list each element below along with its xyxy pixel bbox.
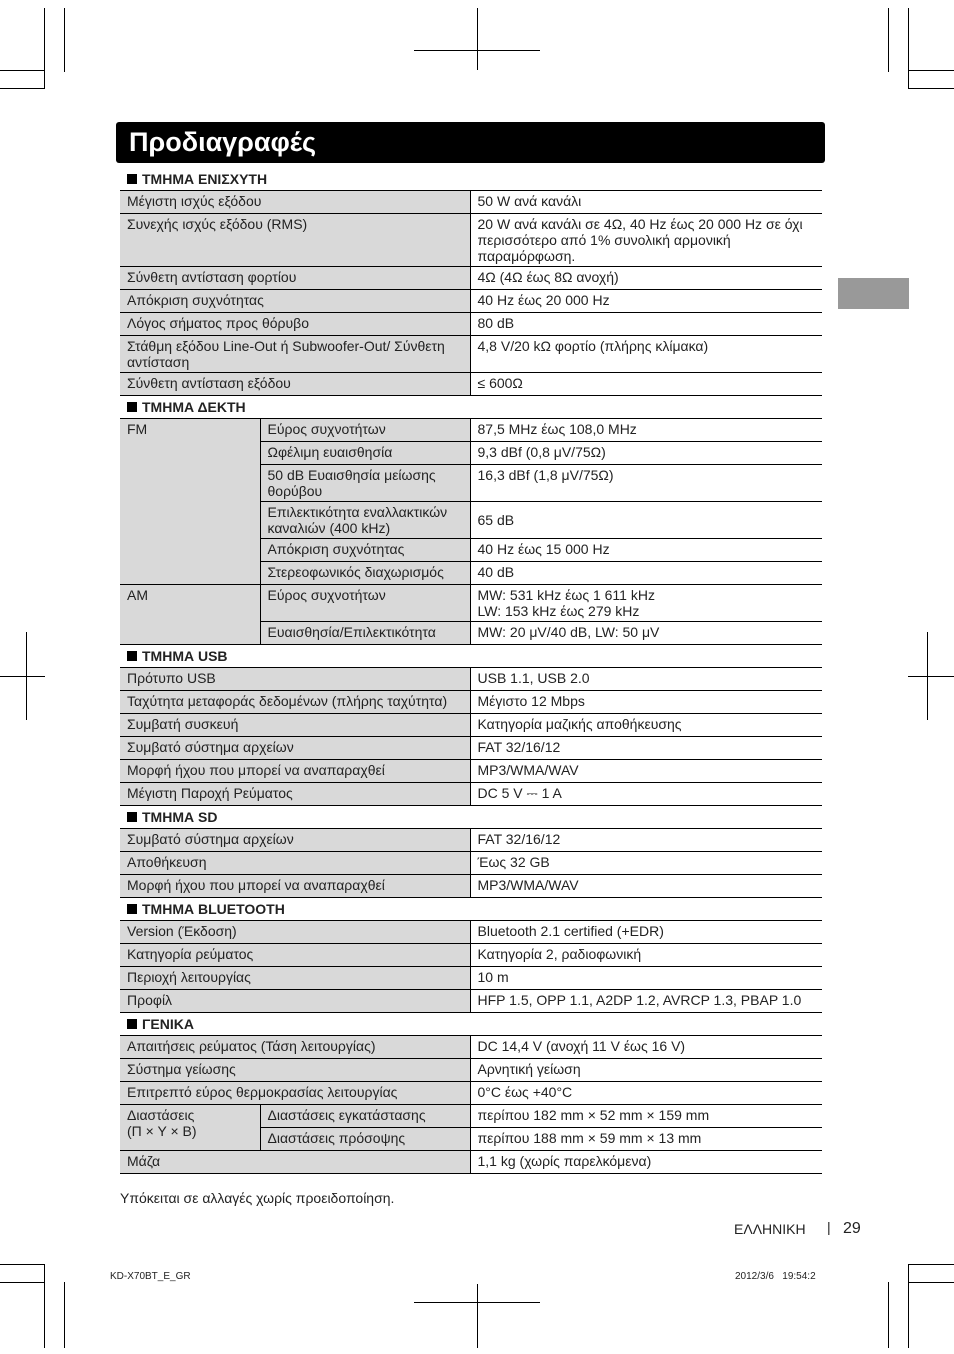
table-row: Λόγος σήματος προς θόρυβο 80 dB xyxy=(120,313,822,336)
table-row: Απαιτήσεις ρεύματος (Τάση λειτουργίας) DC 14,4 V (ανοχή 11 V έως 16 V) xyxy=(120,1036,822,1059)
am-group-label: AM xyxy=(120,585,260,645)
table-row: Προφίλ HFP 1.5, OPP 1.1, A2DP 1.2, AVRCP 1.3, PBAP 1.0 xyxy=(120,990,822,1013)
table-row: Συμβατό σύστημα αρχείων FAT 32/16/12 xyxy=(120,829,822,852)
spec-table xyxy=(120,168,822,1174)
section-header-bluetooth: ΤΜΗΜΑ BLUETOOTH xyxy=(120,898,822,921)
section-header-general: ΓΕΝΙΚΑ xyxy=(120,1013,822,1036)
table-row: Μέγιστη Παροχή Ρεύματος DC 5 V ⎓ 1 A xyxy=(120,783,822,806)
square-bullet-icon xyxy=(127,174,137,184)
fm-group-label: FM xyxy=(120,419,260,585)
table-row: Συμβατή συσκευή Κατηγορία μαζικής αποθήκευσης xyxy=(120,714,822,737)
table-row: Μορφή ήχου που μπορεί να αναπαραχθεί MP3/WMA/WAV xyxy=(120,875,822,898)
table-row: Στάθμη εξόδου Line-Out ή Subwoofer-Out/ Σύνθετη αντίσταση 4,8 V/20 kΩ φορτίο (πλήρης κλίμακα) xyxy=(120,336,822,373)
section-header-amp: ΤΜΗΜΑ ΕΝΙΣΧΥΤΗ xyxy=(120,168,822,191)
table-row: Μάζα 1,1 kg (χωρίς παρελκόμενα) xyxy=(120,1151,822,1174)
table-row: Συνεχής ισχύς εξόδου (RMS) 20 W ανά κανάλι σε 4Ω, 40 Hz έως 20 000 Hz σε όχι περισσότερο από 1% συνολική αρμονική παραμόρφωση. xyxy=(120,214,822,267)
table-row: Συμβατό σύστημα αρχείων FAT 32/16/12 xyxy=(120,737,822,760)
dimensions-group-label: Διαστάσεις (Π × Υ × Β) xyxy=(120,1105,260,1151)
table-row: Ταχύτητα μεταφοράς δεδομένων (πλήρης ταχύτητα) Μέγιστο 12 Mbps xyxy=(120,691,822,714)
table-row: Σύστημα γείωσης Αρνητική γείωση xyxy=(120,1059,822,1082)
table-row: Αποθήκευση Έως 32 GB xyxy=(120,852,822,875)
section-header-usb: ΤΜΗΜΑ USB xyxy=(120,645,822,668)
table-row: Version (Έκδοση) Bluetooth 2.1 certified (+EDR) xyxy=(120,921,822,944)
section-header-sd: ΤΜΗΜΑ SD xyxy=(120,806,822,829)
table-row: 50 dB Ευαισθησία μείωσης θορύβου 16,3 dBf (1,8 μV/75Ω) xyxy=(120,465,822,502)
table-row: Ωφέλιμη ευαισθησία 9,3 dBf (0,8 μV/75Ω) xyxy=(120,442,822,465)
page-number: 29 xyxy=(843,1220,861,1237)
table-row: Μορφή ήχου που μπορεί να αναπαραχθεί MP3/WMA/WAV xyxy=(120,760,822,783)
print-slug-timestamp: 2012/3/6 19:54:2 xyxy=(735,1271,816,1282)
section-header-tuner: ΤΜΗΜΑ ΔΕΚΤΗ xyxy=(120,396,822,419)
language-tab-marker xyxy=(838,278,909,309)
table-row: Απόκριση συχνότητας 40 Hz έως 15 000 Hz xyxy=(120,539,822,562)
table-row: Πρότυπο USB USB 1.1, USB 2.0 xyxy=(120,668,822,691)
table-row: Σύνθετη αντίσταση εξόδου ≤ 600Ω xyxy=(120,373,822,396)
table-row: FM Εύρος συχνοτήτων 87,5 MHz έως 108,0 MHz xyxy=(120,419,822,442)
footer-language: ΕΛΛΗΝΙΚΗ xyxy=(734,1221,806,1237)
table-row: Περιοχή λειτουργίας 10 m xyxy=(120,967,822,990)
table-row: Επιλεκτικότητα εναλλακτικών καναλιών (400 kHz) 65 dB xyxy=(120,502,822,539)
print-slug-file: KD-X70BT_E_GR xyxy=(110,1271,191,1282)
square-bullet-icon xyxy=(127,812,137,822)
table-row: Ευαισθησία/Επιλεκτικότητα MW: 20 μV/40 dB, LW: 50 μV xyxy=(120,622,822,645)
disclaimer-note: Υπόκειται σε αλλαγές χωρίς προειδοποίηση. xyxy=(120,1190,395,1206)
page-title: Προδιαγραφές xyxy=(116,122,825,163)
table-row: AM Εύρος συχνοτήτων MW: 531 kHz έως 1 611 kHz LW: 153 kHz έως 279 kHz xyxy=(120,585,822,622)
square-bullet-icon xyxy=(127,1019,137,1029)
table-row: Διαστάσεις (Π × Υ × Β) Διαστάσεις εγκατάστασης περίπου 182 mm × 52 mm × 159 mm xyxy=(120,1105,822,1128)
table-row: Σύνθετη αντίσταση φορτίου 4Ω (4Ω έως 8Ω ανοχή) xyxy=(120,267,822,290)
square-bullet-icon xyxy=(127,402,137,412)
footer-separator: | xyxy=(827,1219,831,1235)
table-row: Κατηγορία ρεύματος Κατηγορία 2, ραδιοφωνική xyxy=(120,944,822,967)
table-row: Μέγιστη ισχύς εξόδου 50 W ανά κανάλι xyxy=(120,191,822,214)
table-row: Διαστάσεις πρόσοψης περίπου 188 mm × 59 mm × 13 mm xyxy=(120,1128,822,1151)
table-row: Στερεοφωνικός διαχωρισμός 40 dB xyxy=(120,562,822,585)
table-row: Επιτρεπτό εύρος θερμοκρασίας λειτουργίας 0°C έως +40°C xyxy=(120,1082,822,1105)
square-bullet-icon xyxy=(127,651,137,661)
table-row: Απόκριση συχνότητας 40 Hz έως 20 000 Hz xyxy=(120,290,822,313)
square-bullet-icon xyxy=(127,904,137,914)
